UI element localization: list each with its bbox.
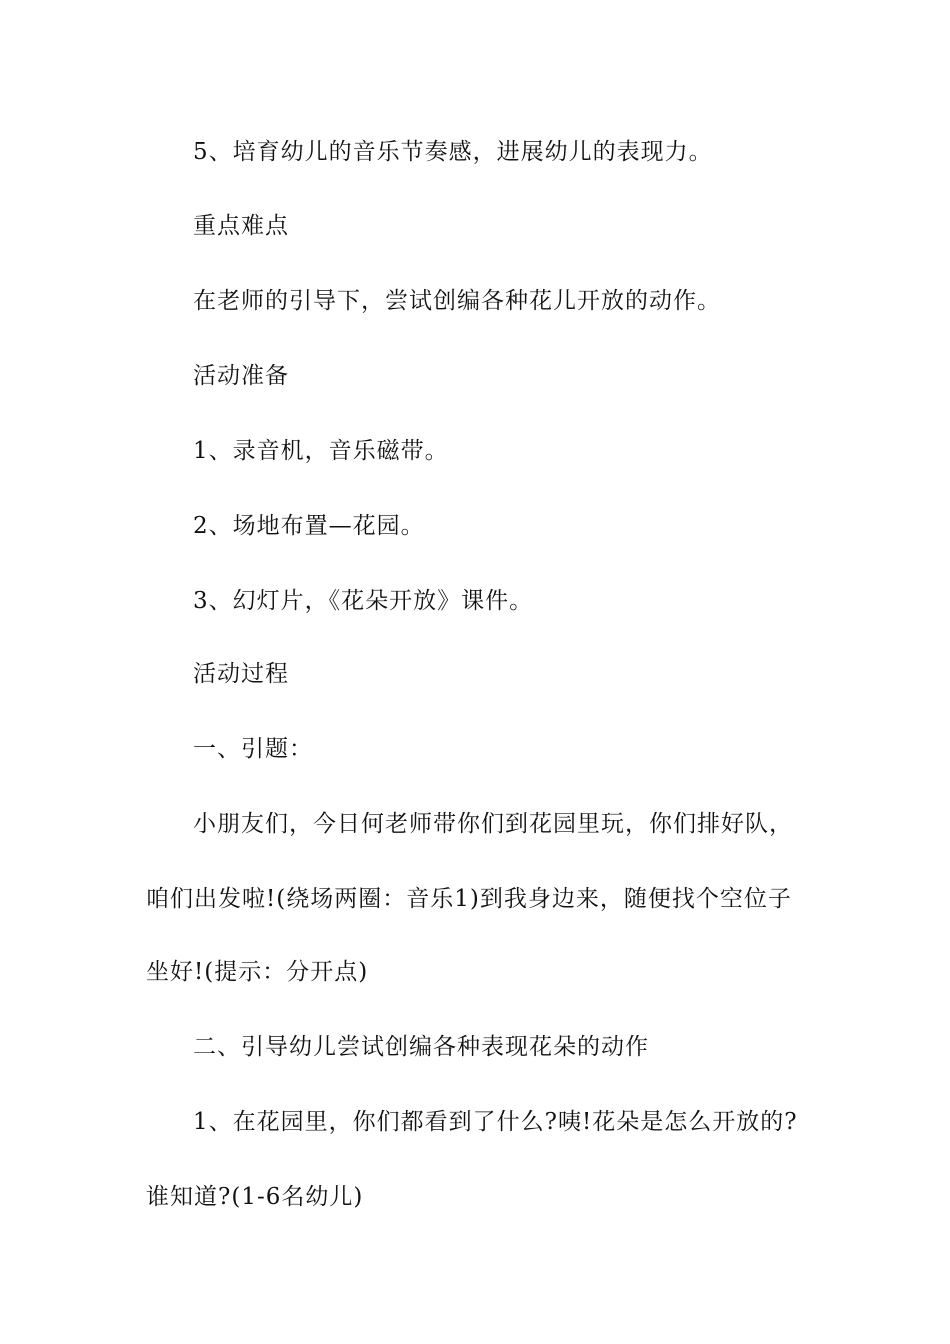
paragraph-intro-line-2: 咱们出发啦!(绕场两圈：音乐1)到我身边来，随便找个空位子 [146,886,792,912]
heading-preparation: 活动准备 [193,363,289,389]
paragraph-goal-5: 5、培育幼儿的音乐节奏感，进展幼儿的表现力。 [193,139,713,165]
paragraph-intro-line-1: 小朋友们，今日何老师带你们到花园里玩，你们排好队， [193,811,793,837]
paragraph-question-line-1: 1、在花园里，你们都看到了什么?咦!花朵是怎么开放的? [193,1109,798,1135]
paragraph-intro-line-3: 坐好!(提示：分开点) [146,959,369,985]
paragraph-key-points: 在老师的引导下，尝试创编各种花儿开放的动作。 [193,288,721,314]
list-item-preparation-2: 2、场地布置—花园。 [193,513,425,539]
list-item-preparation-1: 1、录音机，音乐磁带。 [193,438,449,464]
subheading-intro: 一、引题： [193,736,313,762]
heading-process: 活动过程 [193,661,289,687]
paragraph-question-line-2: 谁知道?(1-6名幼儿) [146,1184,364,1210]
list-item-preparation-3: 3、幻灯片，《花朵开放》课件。 [193,588,534,614]
subheading-create-actions: 二、引导幼儿尝试创编各种表现花朵的动作 [193,1034,649,1060]
heading-key-points: 重点难点 [193,213,289,239]
